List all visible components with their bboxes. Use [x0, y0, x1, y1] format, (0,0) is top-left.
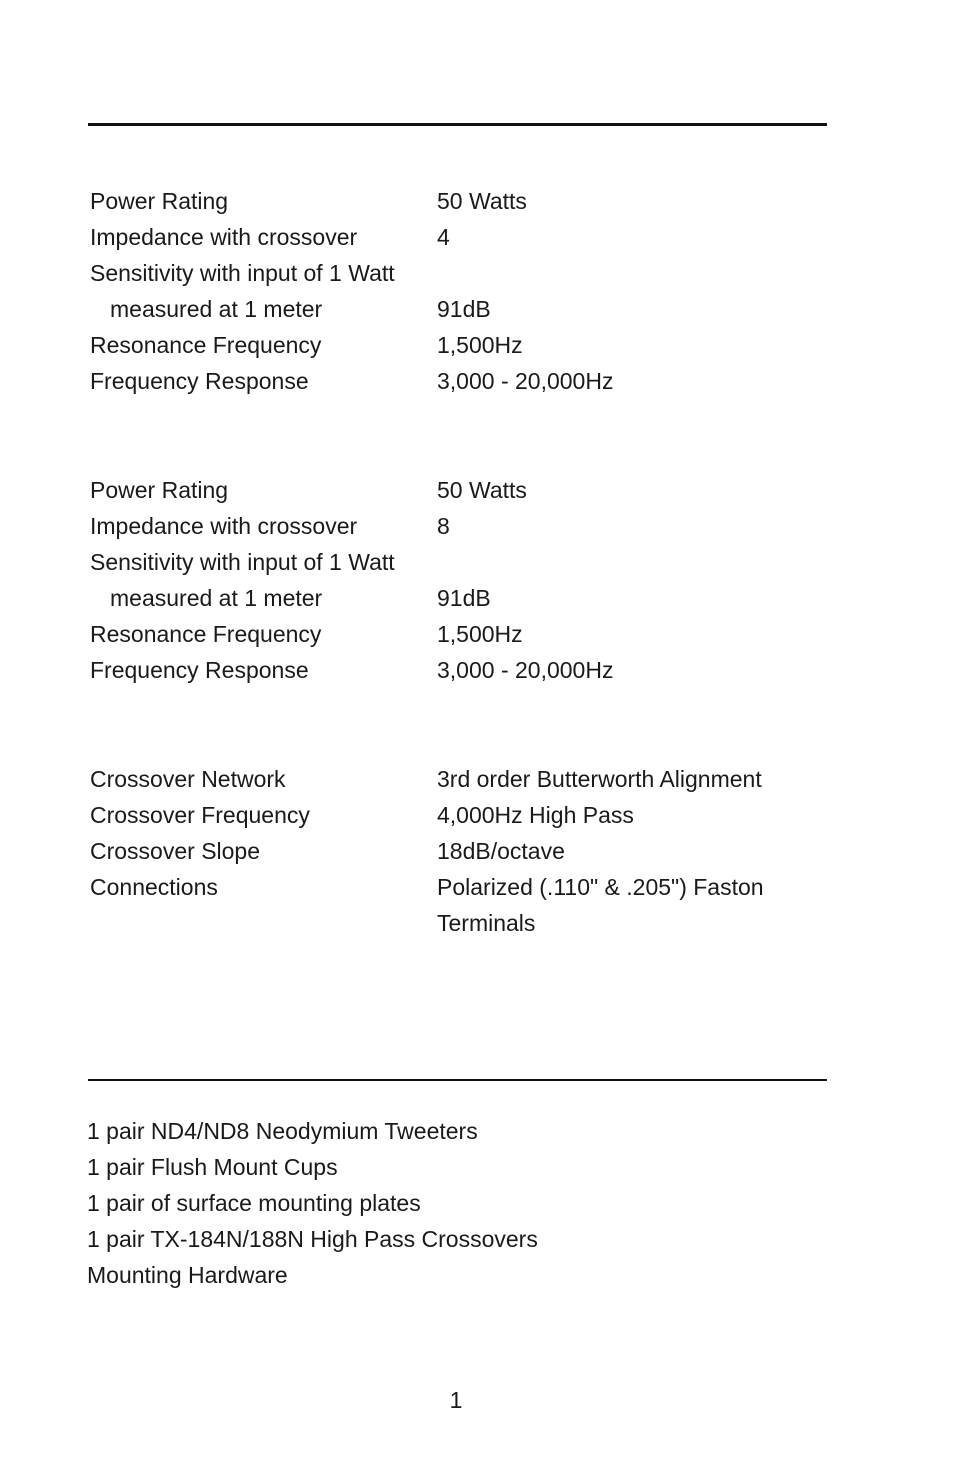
- spec-label: Sensitivity with input of 1 Watt: [90, 260, 395, 286]
- spec-row: [90, 544, 850, 580]
- package-contents-list: [87, 1113, 827, 1293]
- spec-value: [437, 255, 850, 291]
- spec-value: 8: [437, 513, 450, 539]
- spec-label: Crossover Network: [90, 766, 286, 792]
- spec-label: Connections: [90, 874, 218, 900]
- spec-row: [90, 508, 850, 544]
- spec-value: 3rd order Butterworth Alignment: [437, 766, 762, 792]
- spec-label: Power Rating: [90, 188, 229, 214]
- list-item: 1 pair ND4/ND8 Neodymium Tweeters: [87, 1118, 478, 1144]
- contents-divider: [88, 1079, 827, 1081]
- spec-row: [90, 797, 850, 833]
- spec-value: 50 Watts: [437, 188, 527, 214]
- spec-value: 1,500Hz: [437, 332, 523, 358]
- spec-value: 50 Watts: [437, 477, 527, 503]
- spec-label: Frequency Response: [90, 657, 309, 683]
- spec-row: [90, 183, 850, 219]
- spec-table-4ohm: [90, 183, 850, 399]
- spec-value: 3,000 - 20,000Hz: [437, 368, 614, 394]
- spec-value: 4,000Hz High Pass: [437, 802, 634, 828]
- spec-value: 3,000 - 20,000Hz: [437, 657, 614, 683]
- spec-row: [90, 219, 850, 255]
- spec-row: [90, 472, 850, 508]
- spec-row: [90, 580, 850, 616]
- list-item: 1 pair of surface mounting plates: [87, 1190, 421, 1216]
- spec-label: Frequency Response: [90, 368, 309, 394]
- spec-label: Resonance Frequency: [90, 621, 322, 647]
- spec-row: [90, 652, 850, 688]
- spec-label: Sensitivity with input of 1 Watt: [90, 549, 395, 575]
- spec-label: measured at 1 meter: [110, 585, 323, 611]
- spec-row: [90, 291, 850, 327]
- spec-row: [90, 616, 850, 652]
- spec-value: Polarized (.110" & .205") Faston: [437, 874, 764, 900]
- page-number: 1: [449, 1387, 463, 1413]
- spec-value: Terminals: [437, 910, 536, 936]
- spec-label: measured at 1 meter: [110, 296, 323, 322]
- list-item: 1 pair TX-184N/188N High Pass Crossovers: [87, 1226, 538, 1252]
- spec-value: 18dB/octave: [437, 838, 565, 864]
- spec-row: [90, 761, 850, 797]
- spec-row: [90, 363, 850, 399]
- spec-label: Resonance Frequency: [90, 332, 322, 358]
- list-item: Mounting Hardware: [87, 1262, 288, 1288]
- spec-table-8ohm: [90, 472, 850, 688]
- spec-label: Crossover Slope: [90, 838, 261, 864]
- spec-label: Impedance with crossover: [90, 224, 358, 250]
- top-divider: [88, 123, 827, 126]
- spec-row: [90, 905, 850, 941]
- spec-label: Power Rating: [90, 477, 229, 503]
- spec-row: [90, 327, 850, 363]
- spec-row: [90, 833, 850, 869]
- spec-table-crossover: [90, 761, 850, 941]
- spec-value: [437, 544, 850, 580]
- spec-value: 91dB: [437, 296, 491, 322]
- list-item: 1 pair Flush Mount Cups: [87, 1154, 338, 1180]
- spec-label: Impedance with crossover: [90, 513, 358, 539]
- spec-value: 1,500Hz: [437, 621, 523, 647]
- spec-row: [90, 869, 850, 905]
- spec-value: 91dB: [437, 585, 491, 611]
- spec-label: [90, 905, 437, 941]
- spec-label: Crossover Frequency: [90, 802, 310, 828]
- spec-value: 4: [437, 224, 450, 250]
- spec-row: [90, 255, 850, 291]
